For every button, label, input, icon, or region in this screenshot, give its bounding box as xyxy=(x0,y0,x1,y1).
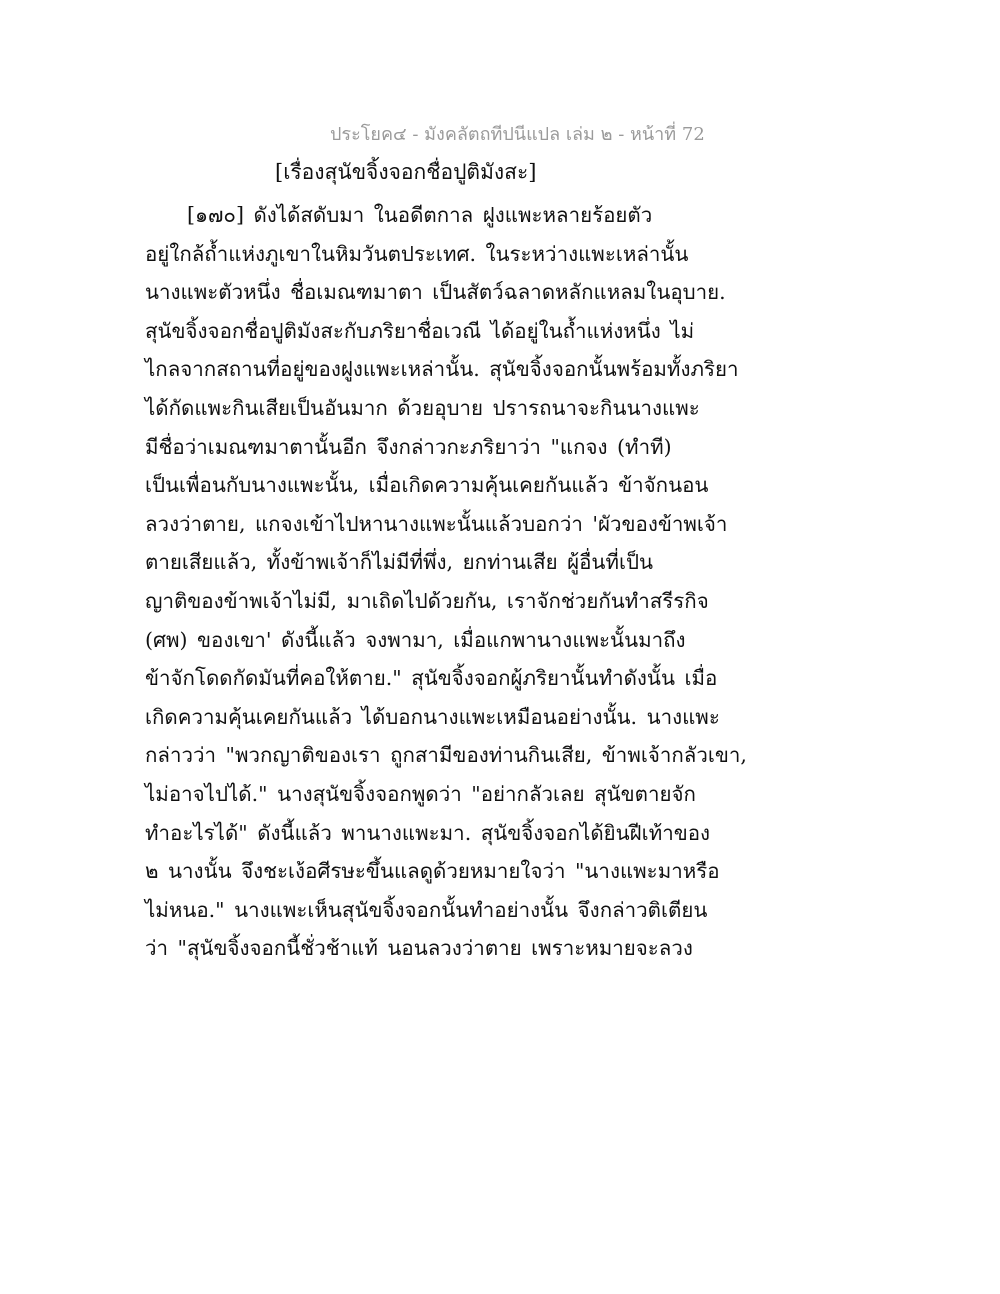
body-text xyxy=(145,196,745,968)
text-line: [๑๗๐] ดังได้สดับมา ในอดีตกาล ฝูงแพะหลายร้อยตัว xyxy=(187,203,653,227)
text-line: ข้าจักโดดกัดมันที่คอให้ตาย." สุนัขจิ้งจอกผู้ภริยานั้นทำดังนั้น เมื่อ xyxy=(145,666,718,691)
text-line: เป็นเพื่อนกับนางแพะนั้น, เมื่อเกิดความคุ้นเคยกันแล้ว ข้าจักนอน xyxy=(145,473,709,498)
text-line: ลวงว่าตาย, แกจงเข้าไปหานางแพะนั้นแล้วบอกว่า 'ผัวของข้าพเจ้า xyxy=(145,511,728,536)
text-line: สุนัขจิ้งจอกชื่อปูติมังสะกับภริยาชื่อเวณี ได้อยู่ในถ้ำแห่งหนึ่ง ไม่ xyxy=(145,318,695,343)
text-line: ไกลจากสถานที่อยู่ของฝูงแพะเหล่านั้น. สุนัขจิ้งจอกนั้นพร้อมทั้งภริยา xyxy=(145,357,739,382)
running-header: ประโยค๔ - มังคลัตถทีปนีแปล เล่ม ๒ - หน้าที่ 72 xyxy=(330,124,705,145)
text-line: ๒ นางนั้น จึงชะเง้อศีรษะขึ้นแลดูด้วยหมายใจว่า "นางแพะมาหรือ xyxy=(145,859,720,884)
text-line: ตายเสียแล้ว, ทั้งข้าพเจ้าก็ไม่มีที่พึ่ง, ยกท่านเสีย ผู้อื่นที่เป็น xyxy=(145,550,653,575)
text-line: มีชื่อว่าเมณฑมาตานั้นอีก จึงกล่าวกะภริยาว่า "แกจง (ทำที) xyxy=(145,434,672,459)
text-line: กล่าวว่า "พวกญาติของเรา ถูกสามีของท่านกินเสีย, ข้าพเจ้ากลัวเขา, xyxy=(145,743,747,768)
text-line: อยู่ใกล้ถ้ำแห่งภูเขาในหิมวันตประเทศ. ในระหว่างแพะเหล่านั้น xyxy=(145,241,689,266)
story-title: [เรื่องสุนัขจิ้งจอกชื่อปูติมังสะ] xyxy=(275,160,537,184)
text-line: ได้กัดแพะกินเสียเป็นอันมาก ด้วยอุบาย ปรารถนาจะกินนางแพะ xyxy=(145,395,700,420)
text-line: นางแพะตัวหนึ่ง ชื่อเมณฑมาตา เป็นสัตว์ฉลาดหลักแหลมในอุบาย. xyxy=(145,280,726,305)
text-line: ญาติของข้าพเจ้าไม่มี, มาเถิดไปด้วยกัน, เราจักช่วยกันทำสรีรกิจ xyxy=(145,588,709,613)
text-line: ทำอะไรได้" ดังนี้แล้ว พานางแพะมา. สุนัขจิ้งจอกได้ยินฝีเท้าของ xyxy=(145,820,711,845)
text-line: ไม่หนอ." นางแพะเห็นสุนัขจิ้งจอกนั้นทำอย่างนั้น จึงกล่าวติเตียน xyxy=(145,897,708,922)
text-line: ไม่อาจไปได้." นางสุนัขจิ้งจอกพูดว่า "อย่ากลัวเลย สุนัขตายจัก xyxy=(145,781,696,806)
text-line: (ศพ) ของเขา' ดังนี้แล้ว จงพามา, เมื่อแกพานางแพะนั้นมาถึง xyxy=(145,627,686,652)
text-line: เกิดความคุ้นเคยกันแล้ว ได้บอกนางแพะเหมือนอย่างนั้น. นางแพะ xyxy=(145,704,720,729)
text-line: ว่า "สุนัขจิ้งจอกนี้ชั่วช้าแท้ นอนลวงว่าตาย เพราะหมายจะลวง xyxy=(145,936,693,961)
